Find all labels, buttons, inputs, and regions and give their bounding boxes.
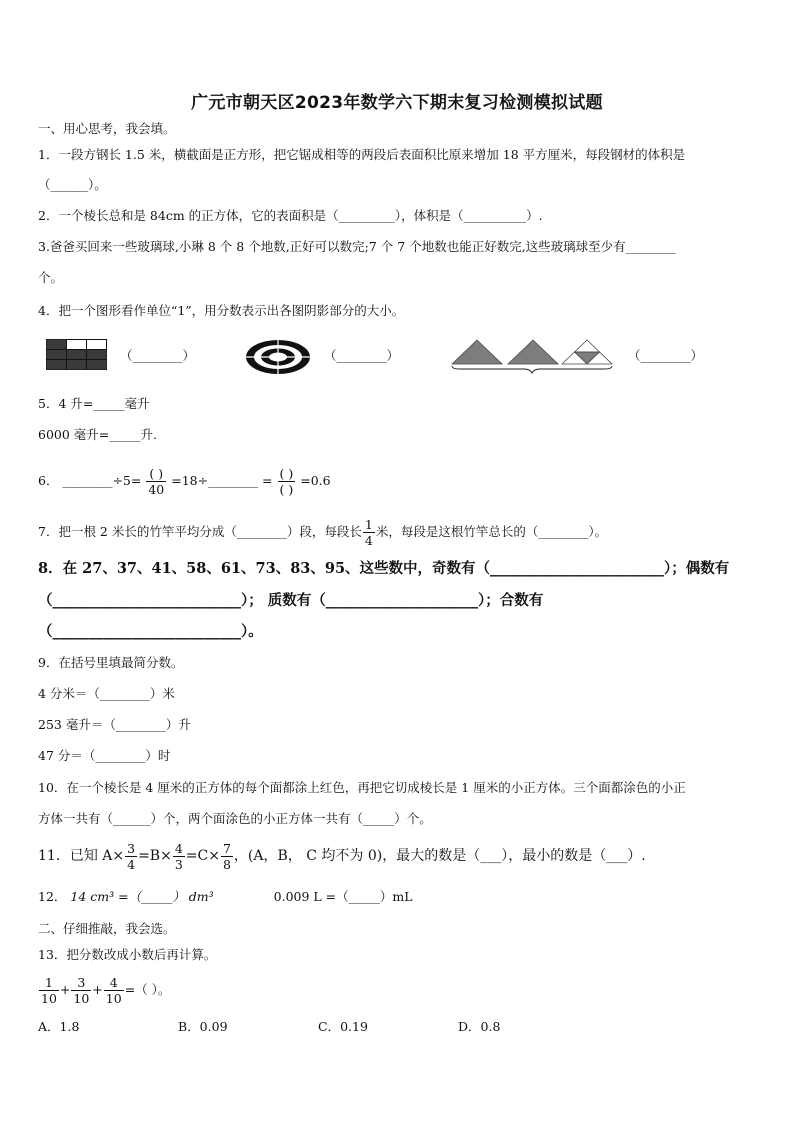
q11-frac3-denominator: 8 bbox=[222, 856, 231, 872]
q13-tail: =（ ）。 bbox=[124, 982, 171, 997]
q13-option-a: A．1.8 bbox=[38, 1019, 80, 1034]
q3-line2: 个。 bbox=[38, 270, 64, 285]
q9-c: 47 分＝（________）时 bbox=[38, 748, 171, 763]
q6-fraction-2 bbox=[278, 466, 296, 497]
q11-frac2-numerator: 4 bbox=[174, 840, 183, 856]
q11-frac2-denominator: 3 bbox=[174, 856, 183, 872]
q11-fraction-2 bbox=[173, 841, 185, 872]
q13-frac3-denominator: 10 bbox=[105, 991, 122, 1006]
q1-line1: 1．一段方钢长 1.5 米，横截面是正方形，把它锯成相等的两段后表面积比原来增加 18 平方厘米，每段钢材的体积是 bbox=[38, 147, 686, 162]
q8-line2: （__________________________）； 质数有（_____________________）；合数有 bbox=[38, 592, 544, 609]
q6-part1: ________÷5= bbox=[62, 473, 142, 488]
q13-text: 13．把分数改成小数后再计算。 bbox=[38, 947, 217, 962]
q11-part3: =C× bbox=[185, 848, 220, 864]
q13-frac3-numerator: 4 bbox=[109, 975, 118, 990]
q4-triangles-figure bbox=[450, 338, 614, 378]
q6-frac2-denominator: ( ) bbox=[279, 482, 294, 497]
q13-frac1-denominator: 10 bbox=[41, 991, 57, 1006]
q11-frac1-numerator: 3 bbox=[127, 840, 136, 856]
section-1-heading: 一、用心思考，我会填。 bbox=[38, 121, 176, 136]
q13-option-b: B．0.09 bbox=[178, 1019, 228, 1034]
q13-option-d: D．0.8 bbox=[458, 1019, 501, 1034]
q13-option-c: C．0.19 bbox=[318, 1019, 368, 1034]
q8-line3: （__________________________）。 bbox=[38, 623, 263, 640]
q13-frac1-numerator: 1 bbox=[44, 975, 53, 990]
q10-line1: 10．在一个棱长是 4 厘米的正方体的每个面都涂上红色，再把它切成棱长是 1 厘米的小正方体。三个面都涂色的小正 bbox=[38, 780, 686, 795]
q11-fraction-1 bbox=[125, 841, 137, 872]
q7-fraction bbox=[363, 517, 375, 548]
q7-part2: 米，每段是这根竹竿总长的（________）。 bbox=[375, 524, 608, 539]
q11-fraction-3 bbox=[221, 841, 233, 872]
q6-number: 6． bbox=[38, 473, 59, 488]
q6-frac1-numerator: ( ) bbox=[149, 466, 164, 481]
q13-options bbox=[38, 1019, 598, 1035]
q6-fraction-1 bbox=[146, 466, 166, 497]
q12-part-b: 0.009 L =（_____）mL bbox=[273, 889, 413, 904]
q12-part-a: 14 cm³ =（_____） dm³ bbox=[70, 889, 214, 904]
q5-line2: 6000 毫升=_____升. bbox=[38, 427, 157, 442]
q7 bbox=[38, 512, 607, 552]
q9-text: 9．在括号里填最简分数。 bbox=[38, 655, 184, 670]
q6-part3: =0.6 bbox=[300, 473, 331, 488]
q11-part4: ，(A，B， C 均不为 0)，最大的数是（___），最小的数是（___）. bbox=[233, 848, 646, 864]
q7-frac-numerator: 1 bbox=[364, 517, 373, 532]
q11-frac1-denominator: 4 bbox=[127, 856, 136, 872]
page-title: 广元市朝天区2023年数学六下期末复习检测模拟试题 bbox=[191, 93, 603, 113]
q12-number: 12． bbox=[38, 889, 67, 904]
q12 bbox=[38, 889, 413, 905]
q13-fraction-3 bbox=[104, 975, 124, 1006]
q6-part2: =18÷________ = bbox=[171, 473, 273, 488]
q6-frac1-denominator: 40 bbox=[148, 482, 165, 497]
q13-frac2-denominator: 10 bbox=[73, 991, 90, 1006]
q11-part1: 11．已知 A× bbox=[38, 848, 125, 864]
q3-line1: 3.爸爸买回来一些玻璃球,小琳 8 个 8 个地数,正好可以数完;7 个 7 个地数也能正好数完,这些玻璃球至少有________ bbox=[38, 239, 676, 254]
q11 bbox=[38, 836, 646, 876]
section-2-heading: 二、仔细推敲，我会选。 bbox=[38, 921, 176, 936]
q10-line2: 方体一共有（______）个，两个面涂色的小正方体一共有（_____）个。 bbox=[38, 811, 432, 826]
q4-blank-2: （________） bbox=[324, 348, 400, 363]
q4-text: 4．把一个图形看作单位“1”，用分数表示出各图阴影部分的大小。 bbox=[38, 303, 405, 318]
q9-b: 253 毫升＝（________）升 bbox=[38, 717, 191, 732]
q2: 2．一个棱长总和是 84cm 的正方体，它的表面积是（_________），体积是（__________）. bbox=[38, 208, 543, 223]
q6-frac2-numerator: ( ) bbox=[279, 466, 294, 481]
q8-line1: 8．在 27、37、41、58、61、73、83、95、这些数中，奇数有（________________________）；偶数有 bbox=[38, 560, 730, 577]
q13-frac2-numerator: 3 bbox=[77, 975, 86, 990]
q4-blank-1: （________） bbox=[120, 348, 196, 363]
q4-blank-3: （________） bbox=[628, 348, 704, 363]
q5-line1: 5．4 升=_____毫升 bbox=[38, 396, 150, 411]
q7-frac-denominator: 4 bbox=[364, 533, 373, 548]
q4-target-figure bbox=[244, 338, 312, 376]
q11-part2: =B× bbox=[138, 848, 172, 864]
q7-part1: 7．把一根 2 米长的竹竿平均分成（________）段，每段长 bbox=[38, 524, 362, 539]
q9-a: 4 分米＝（________）米 bbox=[38, 686, 175, 701]
q4-grid-figure bbox=[46, 339, 108, 371]
q6 bbox=[38, 458, 331, 504]
q1-line2: （______）。 bbox=[38, 177, 107, 192]
q13-expression: $\frac{1}{10}$ + $\frac{3}{10}$ + $\frac{4}{10}$ =（ ）。 bbox=[41, 975, 171, 1006]
q13-fraction-1 bbox=[39, 975, 59, 1006]
q13-fraction-2 bbox=[71, 975, 91, 1006]
q11-frac3-numerator: 7 bbox=[222, 840, 231, 856]
